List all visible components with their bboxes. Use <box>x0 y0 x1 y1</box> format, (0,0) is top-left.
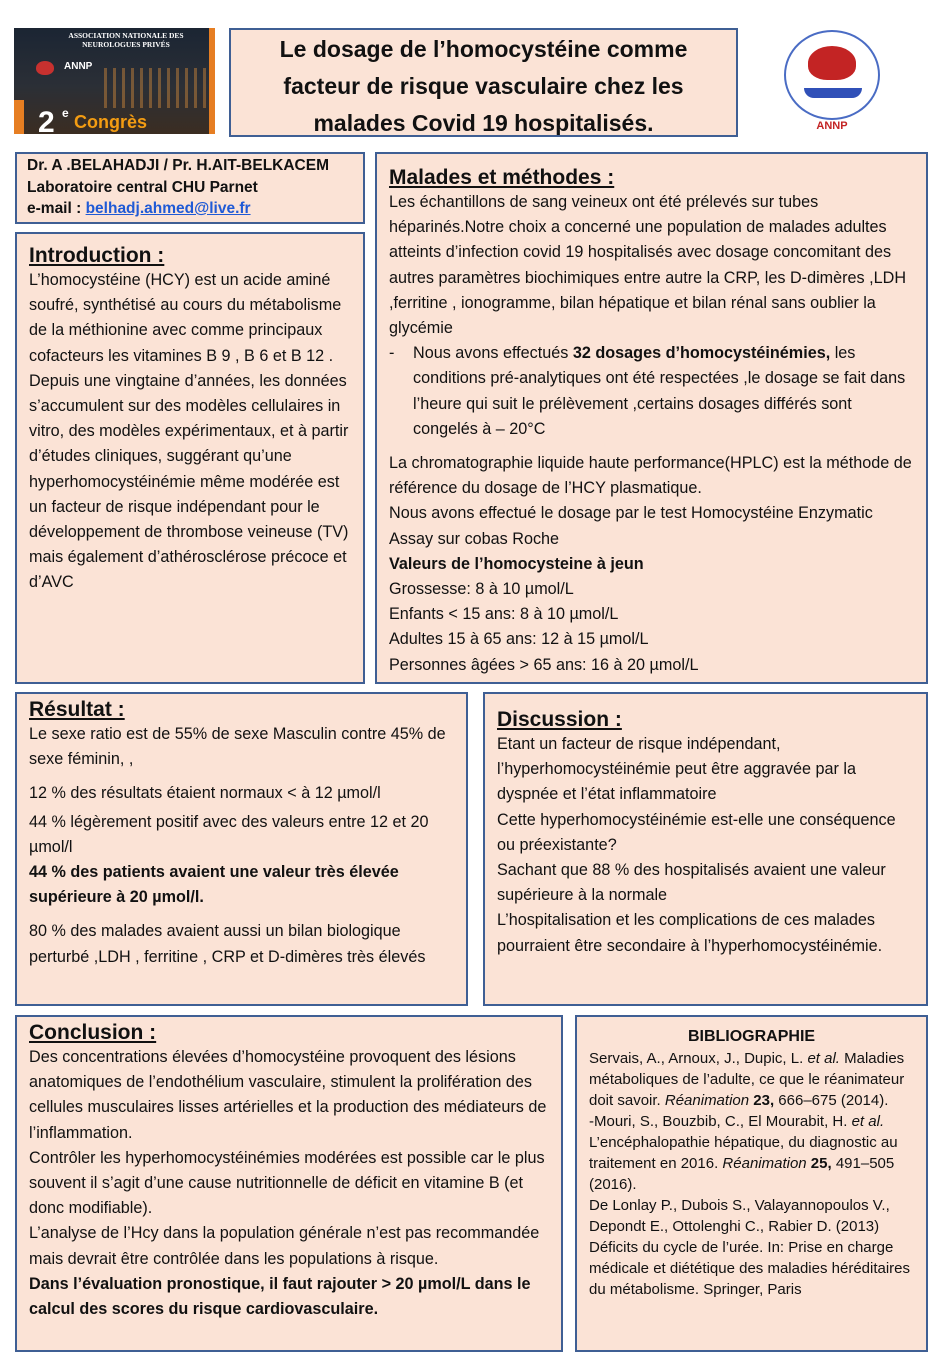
introduction-paragraph-2: Depuis une vingtaine d’années, les données s’accumulent sur des modèles cellulaires in vitro, des modèles expérimentaux, et à partir d’études cliniques, suggérant qu’une hyperhomocystéinémie même modérée est un facteur de risque indépendant pour le développement de thrombose veineuse (TV) mais également d’athérosclérose précoce et d’AVC <box>29 371 349 592</box>
discussion-section <box>483 692 928 1006</box>
brain-icon <box>36 61 54 75</box>
methods-section <box>375 152 928 684</box>
discussion-paragraph-2: Cette hyperhomocystéinémie est-elle une conséquence ou préexistante? <box>497 810 896 854</box>
reference-2 <box>589 1111 914 1195</box>
conclusion-paragraph-1: Des concentrations élevées d’homocystéine provoquent des lésions anatomiques de l’endothélium vasculaire, stimulent la prolifération des cellules musculaires lisses artérielles et la production des médiateurs de l’inflammation. <box>29 1048 547 1142</box>
congress-number: 2 <box>38 106 55 134</box>
reference-values-title: Valeurs de l’homocysteine à jeun <box>389 554 644 573</box>
introduction-section <box>15 232 365 684</box>
annp-label: ANNP <box>816 120 848 132</box>
reference-value-elderly: Personnes âgées > 65 ans: 16 à 20 µmol/L <box>389 655 699 674</box>
poster-title-line-1: Le dosage de l’homocystéine comme <box>279 36 688 62</box>
discussion-heading: Discussion : <box>497 708 622 731</box>
ref2-pages: 491–505 (2016). <box>589 1155 895 1193</box>
methods-bullet-list <box>389 341 914 442</box>
bullet-text-post: les conditions pré-analytiques ont été respectées ,le dosage se fait dans l’heure qui suit le prélèvement ,certains dosages différés sont congelés à – 20°C <box>413 344 906 438</box>
discussion-paragraph-4: L’hospitalisation et les complications de ces malades pourraient être secondaire à l’hyperhomocystéinémie. <box>497 911 883 955</box>
conclusion-paragraph-2: Contrôler les hyperhomocystéinémies modérées est possible car le plus souvent il s’agit d’une cause nutritionnelle de déficit en vitamine B (et donc modifiable). <box>29 1148 545 1218</box>
ref2-authors: -Mouri, S., Bouzbib, C., El Mourabit, H. <box>589 1113 852 1130</box>
hand-icon <box>804 88 862 98</box>
ref1-title: Maladies métaboliques de l’adulte, ce que le réanimateur doit savoir. <box>589 1050 905 1109</box>
poster-title-line-3: malades Covid 19 hospitalisés. <box>313 110 654 136</box>
results-biology: 80 % des malades avaient aussi un bilan biologique perturbé ,LDH , ferritine , CRP et D-dimères très élevés <box>29 922 426 966</box>
authors-box <box>15 152 365 224</box>
bibliography-section <box>575 1015 928 1352</box>
association-name: ASSOCIATION NATIONALE DES NEUROLOGUES PRIVÉS <box>68 31 184 49</box>
congress-logo <box>14 28 215 134</box>
bullet-text-pre: Nous avons effectués <box>413 344 573 363</box>
annp-logo <box>780 30 888 134</box>
author-names: Dr. A .BELAHADJI / Pr. H.AIT-BELKACEM <box>27 157 329 174</box>
reference-value-children: Enfants < 15 ans: 8 à 10 µmol/L <box>389 605 619 624</box>
bibliography-heading: BIBLIOGRAPHIE <box>687 1028 816 1045</box>
conclusion-section <box>15 1015 563 1352</box>
results-moderate: 44 % légèrement positif avec des valeurs entre 12 et 20 µmol/l <box>29 812 429 856</box>
orange-bar <box>14 100 24 134</box>
bullet-text-bold: 32 dosages d’homocystéinémies, <box>572 344 831 363</box>
ref1-journal: Réanimation <box>664 1092 750 1109</box>
conclusion-heading: Conclusion : <box>29 1021 157 1044</box>
results-heading: Résultat : <box>29 698 125 721</box>
ref2-etal: et al. <box>851 1113 885 1130</box>
author-email-line <box>27 198 353 220</box>
methods-paragraph-2: La chromatographie liquide haute performance(HPLC) est la méthode de référence du dosage de l’HCY plasmatique. <box>389 454 912 498</box>
reference-1 <box>589 1048 914 1111</box>
congress-acronym: ANNP <box>64 61 93 72</box>
bullet-dash: - <box>389 344 395 363</box>
poster-title-box <box>229 28 738 137</box>
ref1-authors: Servais, A., Arnoux, J., Dupic, L. <box>589 1050 808 1067</box>
congress-word: Congrès <box>74 112 148 132</box>
discussion-paragraph-3: Sachant que 88 % des hospitalisés avaient une valeur supérieure à la normale <box>497 861 886 905</box>
conclusion-paragraph-3: L’analyse de l’Hcy dans la population générale n’est pas recommandée mais devrait être contrôlée dans les populations à risque. <box>29 1224 540 1268</box>
congress-number-suffix: e <box>62 106 69 120</box>
methods-heading: Malades et méthodes : <box>389 166 615 189</box>
email-link[interactable]: belhadj.ahmed@live.fr <box>85 200 251 217</box>
introduction-heading: Introduction : <box>29 244 165 267</box>
brain-icon <box>808 46 856 80</box>
reference-value-pregnancy: Grossesse: 8 à 10 µmol/L <box>389 580 574 599</box>
city-skyline-image <box>104 68 215 108</box>
methods-paragraph-3: Nous avons effectué le dosage par le test Homocystéine Enzymatic Assay sur cobas Roche <box>389 504 873 548</box>
poster-title-line-2: facteur de risque vasculaire chez les <box>283 73 684 99</box>
reference-3: De Lonlay P., Dubois S., Valayannopoulos V., Depondt E., Ottolenghi C., Rabier D. (2013) Déficits du cycle de l’urée. In: Prise en charge médicale et diététique des maladies héréditaires du métabolisme. Springer, Paris <box>589 1197 911 1298</box>
results-normal: 12 % des résultats étaient normaux < à 12 µmol/l <box>29 784 381 803</box>
reference-value-adults: Adultes 15 à 65 ans: 12 à 15 µmol/L <box>389 630 649 649</box>
methods-bullet <box>389 341 914 442</box>
email-label: e-mail : <box>27 200 86 217</box>
ref2-title: L’encéphalopathie hépatique, du diagnostic au traitement en 2016. <box>589 1134 898 1172</box>
orange-edge <box>209 28 215 134</box>
results-section <box>15 692 468 1006</box>
conclusion-paragraph-4: Dans l’évaluation pronostique, il faut rajouter > 20 µmol/L dans le calcul des scores du risque cardiovasculaire. <box>29 1274 531 1319</box>
results-sex-ratio: Le sexe ratio est de 55% de sexe Masculin contre 45% de sexe féminin, , <box>29 725 446 769</box>
ref2-volume: 25, <box>806 1155 832 1172</box>
ref1-pages: 666–675 (2014). <box>774 1092 889 1109</box>
introduction-paragraph-1: L’homocystéine (HCY) est un acide aminé soufré, synthétisé au cours du métabolisme de la méthionine avec comme principaux cofacteurs les vitamines B 9 , B 6 et B 12 . <box>29 271 342 365</box>
ref1-etal: et al. <box>807 1050 840 1067</box>
methods-paragraph-1: Les échantillons de sang veineux ont été prélevés sur tubes héparinés.Notre choix a concerné une population de malades adultes atteints d’infection covid 19 hospitalisés avec dosage concomitant des autres paramètres biochimiques entre autre la CRP, les D-dimères ,LDH ,ferritine , ionogramme, bilan hépatique et bilan rénal sans oublier la glycémie <box>389 193 907 338</box>
author-lab: Laboratoire central CHU Parnet <box>27 178 258 196</box>
discussion-paragraph-1: Etant un facteur de risque indépendant, l’hyperhomocystéinémie peut être aggravée par la dyspnée et l’état inflammatoire <box>497 735 857 804</box>
results-high: 44 % des patients avaient une valeur très élevée supérieure à 20 µmol/l. <box>29 863 399 907</box>
ref2-journal: Réanimation <box>722 1155 807 1172</box>
ref1-volume: 23, <box>749 1092 775 1109</box>
